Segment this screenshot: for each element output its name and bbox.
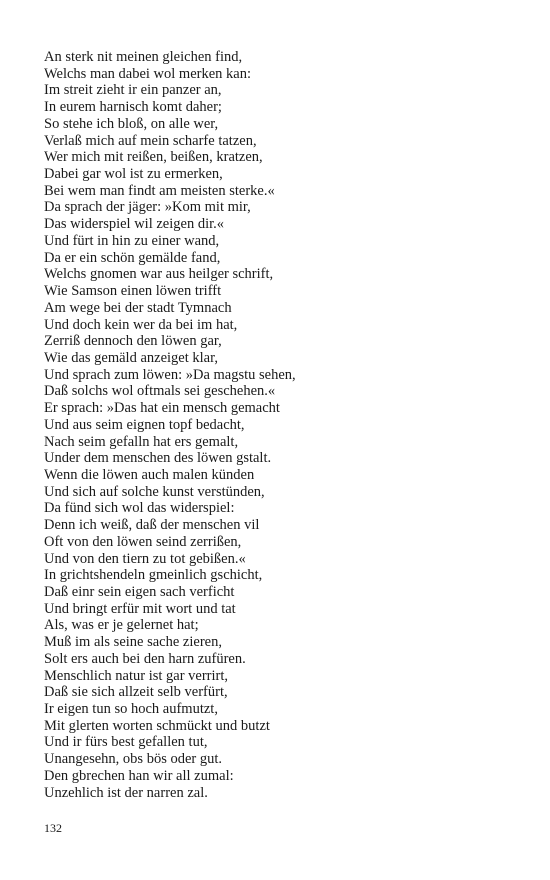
verse-line: Menschlich natur ist gar verrirt, — [44, 667, 229, 684]
verse-line: Da er ein schön gemälde fand, — [44, 249, 221, 266]
verse-line: Denn ich weiß, daß der menschen vil — [44, 517, 260, 534]
verse-line: Wer mich mit reißen, beißen, kratzen, — [44, 149, 263, 166]
verse-line: Nach seim gefalln hat ers gemalt, — [44, 433, 239, 450]
verse-line: Welchs gnomen war aus heilger schrift, — [44, 266, 274, 283]
verse-line: Wie Samson einen löwen trifft — [44, 283, 222, 300]
verse-line: Und ir fürs best gefallen tut, — [44, 734, 208, 751]
verse-line: Und sich auf solche kunst verstünden, — [44, 483, 265, 500]
verse-line: Und von den tiern zu tot gebißen.« — [44, 550, 246, 567]
verse-line: Da sprach der jäger: »Kom mit mir, — [44, 199, 251, 216]
verse-line: Und aus seim eignen topf bedacht, — [44, 416, 245, 433]
verse-line: In eurem harnisch komt daher; — [44, 99, 222, 116]
verse-line: Er sprach: »Das hat ein mensch gemacht — [44, 400, 280, 417]
verse-line: Daß sie sich allzeit selb verfürt, — [44, 684, 228, 701]
verse-line: Verlaß mich auf mein scharfe tatzen, — [44, 132, 257, 149]
verse-line: Bei wem man findt am meisten sterke.« — [44, 182, 275, 199]
verse-line: Am wege bei der stadt Tymnach — [44, 299, 232, 316]
verse-line: An sterk nit meinen gleichen find, — [44, 49, 243, 65]
verse-line: Und bringt erfür mit wort und tat — [44, 600, 236, 617]
page-number: 132 — [44, 821, 62, 835]
verse-line: Daß solchs wol oftmals sei geschehen.« — [44, 383, 276, 400]
verse-line: Dabei gar wol ist zu ermerken, — [44, 166, 223, 183]
verse-line: Oft von den löwen seind zerrißen, — [44, 533, 242, 550]
verse-line: So stehe ich bloß, on alle wer, — [44, 115, 219, 132]
verse-line: Zerriß dennoch den löwen gar, — [44, 333, 222, 350]
verse-line: In grichtshendeln gmeinlich gschicht, — [44, 567, 263, 584]
poem-text — [44, 49, 524, 801]
verse-line: Und fürt in hin zu einer wand, — [44, 232, 220, 249]
verse-line: Solt ers auch bei den harn zufüren. — [44, 650, 246, 667]
verse-line: Da fünd sich wol das widerspiel: — [44, 500, 235, 517]
verse-line: Und sprach zum löwen: »Da magstu sehen, — [44, 366, 296, 383]
verse-line: Daß einr sein eigen sach verficht — [44, 584, 235, 600]
verse-line: Wenn die löwen auch malen künden — [44, 466, 255, 483]
verse-line: Unzehlich ist der narren zal. — [44, 784, 208, 801]
verse-line: Wie das gemäld anzeiget klar, — [44, 349, 218, 366]
verse-line: Den gbrechen han wir all zumal: — [44, 767, 234, 784]
verse-line: Als, was er je gelernet hat; — [44, 617, 199, 634]
verse-line: Unangesehn, obs bös oder gut. — [44, 751, 223, 768]
verse-line: Und doch kein wer da bei im hat, — [44, 316, 238, 333]
verse-line: Ir eigen tun so hoch aufmutzt, — [44, 701, 218, 718]
verse-line: Mit glerten worten schmückt und butzt — [44, 717, 270, 734]
verse-line: Das widerspiel wil zeigen dir.« — [44, 216, 224, 233]
verse-line: Muß im als seine sache zieren, — [44, 634, 222, 651]
verse-line: Under dem menschen des löwen gstalt. — [44, 450, 272, 467]
verse-line: Welchs man dabei wol merken kan: — [44, 65, 252, 82]
verse-line: Im streit zieht ir ein panzer an, — [44, 82, 222, 99]
